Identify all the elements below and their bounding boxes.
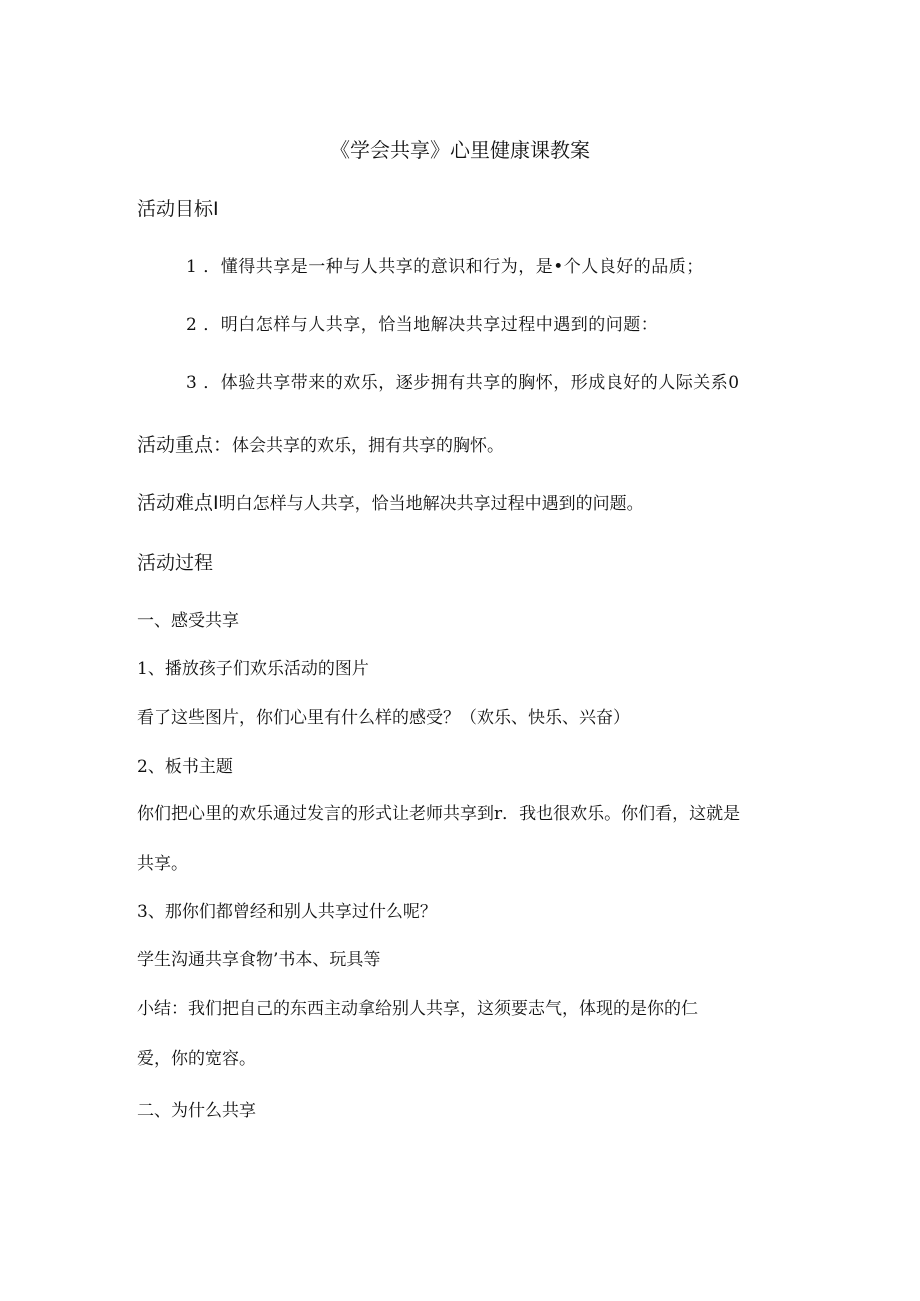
goals-heading: 活动目标I bbox=[137, 198, 219, 220]
difficulty-label: 活动难点I bbox=[137, 492, 219, 514]
process-line-5: 你们把心里的欢乐通过发言的形式让老师共享到r．我也很欢乐。你们看，这就是 bbox=[137, 804, 741, 824]
focus-label: 活动重点： bbox=[137, 434, 233, 456]
process-heading: 活动过程 bbox=[137, 552, 214, 574]
page-title: 《学会共享》心里健康课教案 bbox=[330, 138, 590, 162]
difficulty-section bbox=[137, 490, 644, 517]
difficulty-text: 明白怎样与人共享，恰当地解决共享过程中遇到的问题。 bbox=[218, 494, 644, 514]
goal-item-3: 3 ．体验共享带来的欢乐，逐步拥有共享的胸怀，形成良好的人际关系0 bbox=[186, 373, 740, 393]
process-line-1: 一、感受共享 bbox=[137, 611, 239, 631]
process-line-7: 3、那你们都曾经和别人共享过什么呢？ bbox=[137, 902, 437, 922]
process-line-10: 爱，你的宽容。 bbox=[137, 1049, 256, 1069]
goal-item-1: 1 ．懂得共享是一种与人共享的意识和行为，是•个人良好的品质； bbox=[186, 257, 704, 277]
process-line-6: 共享。 bbox=[137, 854, 188, 874]
process-line-11: 二、为什么共享 bbox=[137, 1101, 256, 1121]
process-line-3: 看了这些图片，你们心里有什么样的感受？（欢乐、快乐、兴奋） bbox=[137, 708, 630, 728]
process-line-2: 1、播放孩子们欢乐活动的图片 bbox=[137, 659, 369, 679]
process-line-8: 学生沟通共享食物’书本、玩具等 bbox=[137, 950, 381, 970]
process-line-4: 2、板书主题 bbox=[137, 757, 233, 777]
focus-section bbox=[137, 432, 504, 459]
process-line-9: 小结：我们把自己的东西主动拿给别人共享，这须要志气，体现的是你的仁 bbox=[137, 999, 698, 1019]
focus-text: 体会共享的欢乐，拥有共享的胸怀。 bbox=[232, 436, 505, 456]
goal-item-2: 2 ．明白怎样与人共享，恰当地解决共享过程中遇到的问题： bbox=[186, 315, 659, 335]
